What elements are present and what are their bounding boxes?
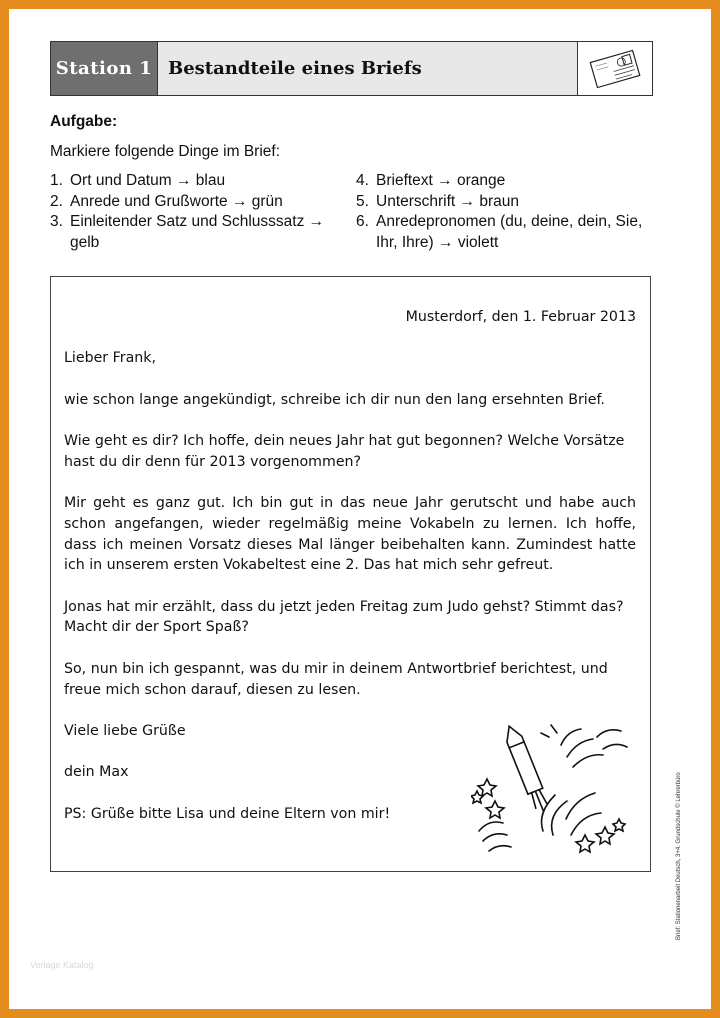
letter-box bbox=[50, 276, 651, 872]
letter-signature: dein Max bbox=[64, 764, 129, 781]
task-list-right bbox=[356, 171, 656, 253]
list-item: 2. Anrede und Grußworte → grün bbox=[50, 192, 283, 210]
letter-paragraph: Jonas hat mir erzählt, dass du jetzt jeden Freitag zum Judo gehst? Stimmt das? Macht dir der Sport Spaß? bbox=[64, 598, 624, 636]
list-item: 1. Ort und Datum → blau bbox=[50, 172, 226, 189]
task-list-left bbox=[50, 171, 356, 253]
task-section bbox=[50, 112, 660, 253]
letter-date: Musterdorf, den 1. Februar 2013 bbox=[405, 309, 636, 325]
postcard-icon bbox=[577, 42, 652, 95]
letter-paragraph: Wie geht es dir? Ich hoffe, dein neues Jahr hat gut begonnen? Welche Vorsätze hast du dir denn für 2013 vorgenommen? bbox=[64, 433, 625, 470]
letter-paragraph: So, nun bin ich gespannt, was du mir in deinem Antwortbrief berichtest, und freue mich schon darauf, diesen zu lesen. bbox=[64, 660, 608, 698]
station-title: Bestandteile eines Briefs bbox=[168, 58, 422, 79]
task-label: Aufgabe: bbox=[50, 113, 118, 130]
letter-salutation: Lieber Frank, bbox=[64, 350, 157, 367]
watermark: Vorlage Katalog bbox=[30, 960, 94, 970]
list-item: 3. Einleitender Satz und Schlusssatz → gelb bbox=[50, 213, 325, 251]
station-label: Station 1 bbox=[51, 42, 158, 95]
list-item: 6. Anredepronomen (du, deine, dein, Sie, Ihr, Ihre) → violett bbox=[356, 213, 643, 251]
list-item: 4. Brieftext → orange bbox=[356, 172, 506, 189]
task-columns bbox=[50, 171, 660, 253]
list-item: 5. Unterschrift → braun bbox=[356, 192, 519, 210]
letter-paragraph: Mir geht es ganz gut. Ich bin gut in das neue Jahr gerutscht und habe auch schon angefangen, wieder regelmäßig meine Vokabeln zu lernen. Ich hoffe, dass ich meinen Vorsatz dieses Mal länger beibehalten kann. Zumindest hatte ich in unserem ersten Vokabeltest eine 2. Das hat mich sehr gefreut. bbox=[64, 495, 636, 574]
station-header bbox=[50, 41, 653, 96]
letter-intro: wie schon lange angekündigt, schreibe ich dir nun den lang ersehnten Brief. bbox=[64, 391, 605, 408]
letter-closing: Viele liebe Grüße bbox=[64, 722, 186, 739]
rocket-fireworks-icon bbox=[471, 723, 631, 859]
letter-ps: PS: Grüße bitte Lisa und deine Eltern von mir! bbox=[64, 805, 391, 822]
copyright-note: Brief: Stationenarbeit Deutsch, 3+4. Grundschule © Lehrerbüro bbox=[676, 772, 682, 940]
task-intro: Markiere folgende Dinge im Brief: bbox=[50, 143, 281, 160]
